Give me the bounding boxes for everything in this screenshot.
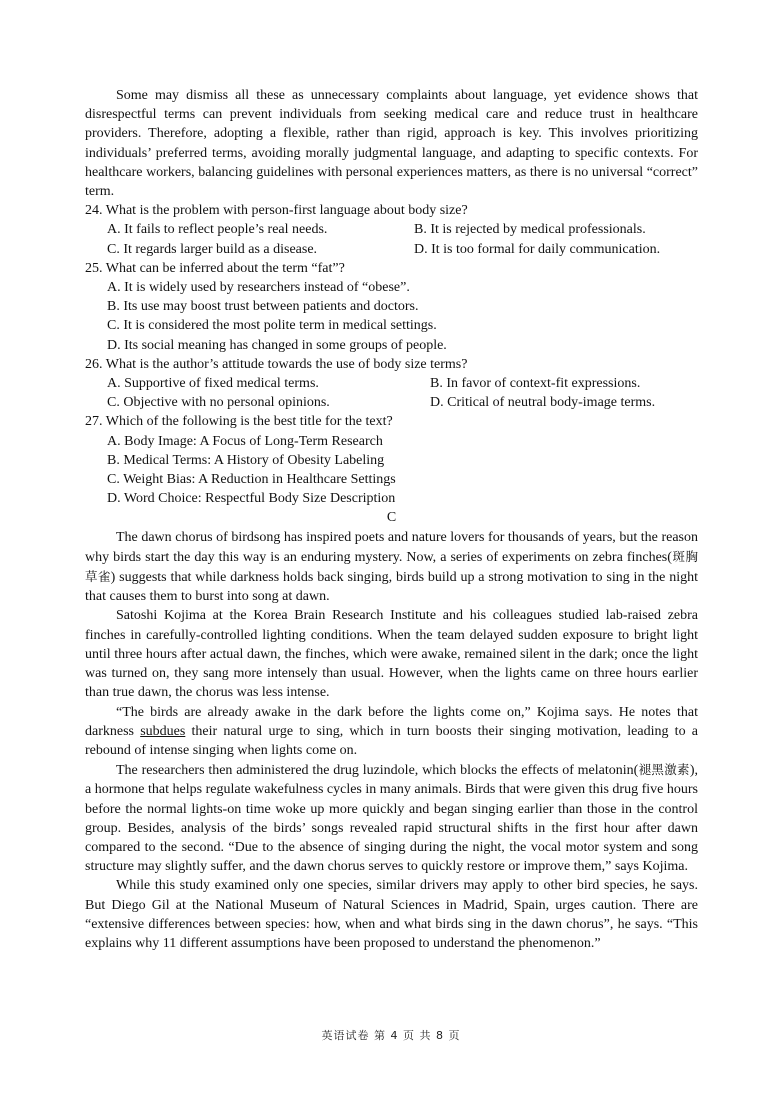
option-list bbox=[85, 278, 698, 355]
option-c: C. It regards larger build as a disease. bbox=[107, 241, 318, 257]
question-stem: 25. What can be inferred about the term “fat”? bbox=[85, 260, 345, 276]
option-d: D. Its social meaning has changed in some groups of people. bbox=[107, 337, 447, 353]
text-run: ) suggests that while darkness holds back singing, birds build up a strong motivation to sing in the night that causes them to burst into song at dawn. bbox=[85, 570, 698, 605]
option-b: B. Its use may boost trust between patients and doctors. bbox=[107, 299, 419, 315]
text-run: “The birds are already awake in the dark before the lights come on,” Kojima says. He notes that darkness bbox=[85, 704, 698, 739]
section-heading-c: C bbox=[386, 510, 397, 526]
question-26 bbox=[85, 355, 698, 413]
passage-c-paragraph-1 bbox=[85, 528, 698, 607]
option-d: D. It is too formal for daily communication. bbox=[414, 241, 661, 257]
passage-b-final-paragraph: Some may dismiss all these as unnecessary complaints about language, yet evidence shows that disrespectful terms can prevent individuals from seeking medical care and reduce trust in healthcare providers. Therefore, adopting a flexible, rather than rigid, approach is key. This involves prioritizing individuals’ preferred terms, avoiding morally judgmental language, and adapting to specific contexts. For healthcare workers, balancing guidelines with personal experiences matters, as there is no universal “correct” term. bbox=[85, 88, 698, 200]
chinese-gloss: 斑胸草雀 bbox=[85, 548, 698, 585]
question-stem: 24. What is the problem with person-first language about body size? bbox=[85, 203, 468, 219]
option-list bbox=[85, 432, 698, 509]
page-footer: 英语试卷 第 4 页 共 8 页 bbox=[321, 1029, 461, 1042]
option-d: D. Word Choice: Respectful Body Size Description bbox=[107, 491, 396, 507]
question-24 bbox=[85, 201, 698, 259]
passage-c-paragraph-3 bbox=[85, 703, 698, 761]
option-grid bbox=[85, 220, 698, 258]
option-b: B. Medical Terms: A History of Obesity Labeling bbox=[107, 452, 385, 468]
text-run: ), a hormone that helps regulate wakefulness cycles in many animals. Birds that were given this drug five hours before the normal lights-on time woke up more quickly and began singing earlier than those in the control group. Besides, analysis of the birds’ songs revealed rapid structural shifts in the first hour after dawn compared to the second. “Due to the absence of singing during the night, the vocal motor system and song structure may slightly suffer, and the dawn chorus serves to quickly restore or improve them,” says Kojima. bbox=[85, 763, 698, 875]
option-c: C. It is considered the most polite term in medical settings. bbox=[107, 318, 437, 334]
option-a: A. It fails to reflect people’s real needs. bbox=[107, 222, 328, 238]
passage-c-paragraph-2: Satoshi Kojima at the Korea Brain Research Institute and his colleagues studied lab-raised zebra finches in carefully-controlled lighting conditions. When the team delayed sudden exposure to bright light until three hours after actual dawn, the finches, which were awake, remained silent in the dark; once the light was turned on, they sang more intensely than usual. However, when the lights came on three hours earlier than true dawn, the chorus was less intense. bbox=[85, 608, 698, 701]
option-b: B. It is rejected by medical professionals. bbox=[414, 222, 646, 238]
option-c: C. Weight Bias: A Reduction in Healthcare Settings bbox=[107, 472, 396, 488]
question-25 bbox=[85, 259, 698, 355]
option-d: D. Critical of neutral body-image terms. bbox=[430, 395, 656, 411]
question-stem: 26. What is the author’s attitude towards the use of body size terms? bbox=[85, 356, 468, 372]
question-27 bbox=[85, 412, 698, 508]
question-stem: 27. Which of the following is the best title for the text? bbox=[85, 414, 393, 430]
option-c: C. Objective with no personal opinions. bbox=[107, 395, 330, 411]
option-a: A. Body Image: A Focus of Long-Term Research bbox=[107, 433, 383, 449]
text-run: The researchers then administered the drug luzindole, which blocks the effects of melatonin( bbox=[116, 763, 639, 779]
option-a: A. It is widely used by researchers instead of “obese”. bbox=[107, 280, 410, 296]
option-grid bbox=[85, 374, 698, 412]
option-b: B. In favor of context-fit expressions. bbox=[430, 376, 641, 392]
passage-c-paragraph-5: While this study examined only one species, similar drivers may apply to other bird species, he says. But Diego Gil at the National Museum of Natural Sciences in Madrid, Spain, urges caution. There are “extensive differences between species: how, when and what birds sing in the dawn chorus”, he says. “This explains why 11 different assumptions have been proposed to understand the phenomenon.” bbox=[85, 878, 698, 951]
text-run: their natural urge to sing, which in turn boosts their singing motivation, leading to a rebound of intense singing when lights come on. bbox=[85, 723, 698, 758]
text-run: The dawn chorus of birdsong has inspired poets and nature lovers for thousands of years, but the reason why birds start the day this way is an enduring mystery. Now, a series of experiments on zebra finches( bbox=[85, 529, 698, 565]
underlined-word: subdues bbox=[140, 723, 186, 739]
exam-page bbox=[85, 86, 698, 953]
option-a: A. Supportive of fixed medical terms. bbox=[107, 376, 319, 392]
chinese-gloss: 褪黑激素 bbox=[638, 762, 690, 778]
passage-c-paragraph-4 bbox=[85, 760, 698, 876]
